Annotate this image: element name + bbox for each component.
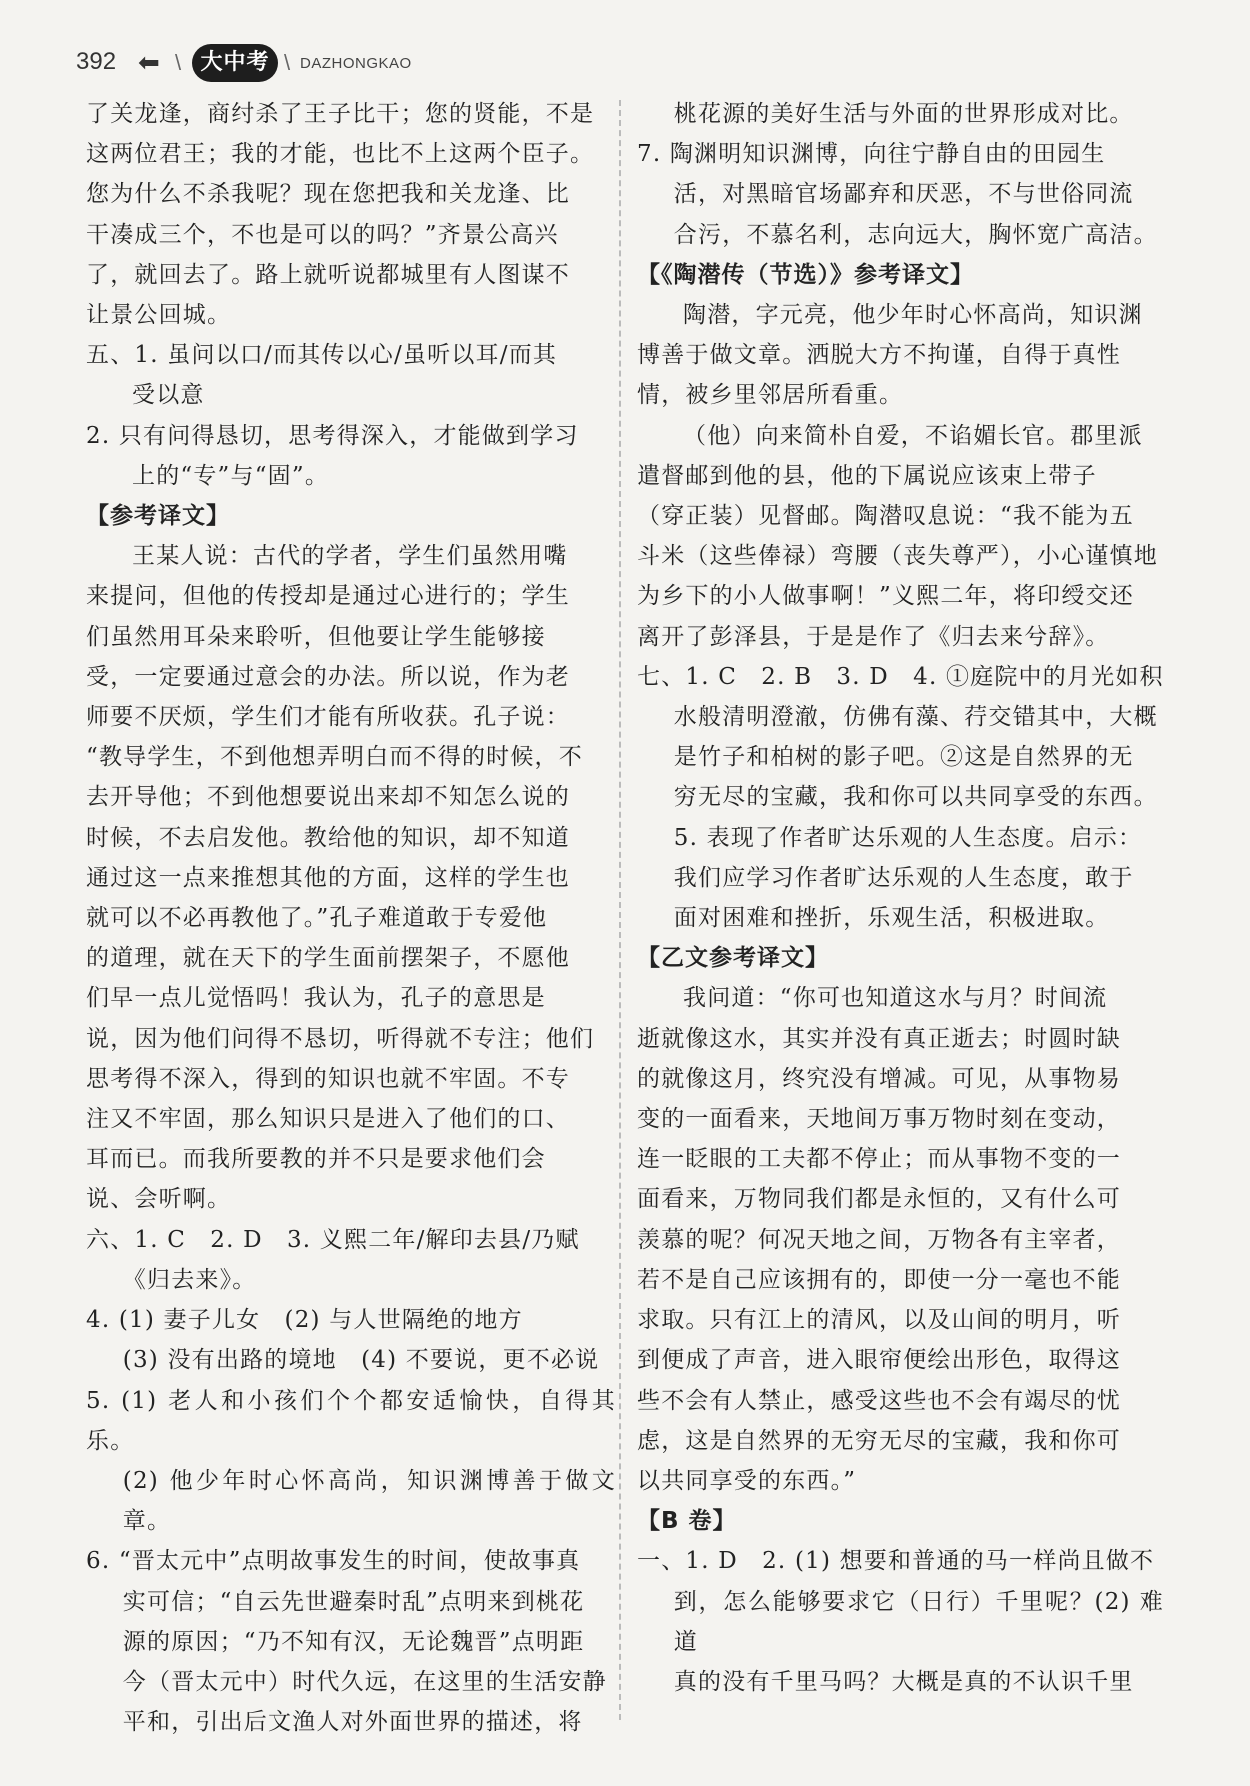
answer-line: 穷无尽的宝藏，我和你可以共同享受的东西。: [673, 784, 1158, 811]
answer-line: (2) 他少年时心怀高尚，知识渊博善于做文章。: [122, 1467, 616, 1535]
answer-line: 到，怎么能够要求它（日行）千里呢？(2) 难道: [673, 1588, 1164, 1655]
answer-line: 5. (1) 老人和小孩们个个都安适愉快，自得其乐。: [86, 1387, 616, 1454]
answer-line: 6. “晋太元中”点明故事发生的时间，使故事真: [86, 1548, 581, 1575]
answer-line: 水般清明澄澈，仿佛有藻、荇交错其中，大概: [673, 704, 1158, 731]
text-line: 说、会听啊。: [86, 1186, 232, 1213]
text-line: 的就像这月，终究没有增减。可见，从事物易: [637, 1065, 1121, 1092]
answer-line: 桃花源的美好生活与外面的世界形成对比。: [673, 101, 1134, 127]
text-line: 去开导他；不到他想要说出来却不知怎么说的: [86, 784, 570, 811]
text-line: 了，就回去了。路上就听说都城里有人图谋不: [86, 261, 570, 288]
page-header: [72, 44, 672, 88]
text-line: 遣督邮到他的县，他的下属说应该束上带子: [637, 462, 1097, 489]
answer-line: 源的原因；“乃不知有汉，无论魏晋”点明距: [122, 1628, 585, 1655]
column-divider: [619, 100, 621, 1720]
answer-line: (3) 没有出路的境地 (4) 不要说，更不必说: [122, 1347, 600, 1374]
answer-line: 合污，不慕名利，志向远大，胸怀宽广高洁。: [673, 221, 1158, 248]
answer-line: 我们应学习作者旷达乐观的人生态度，敢于: [673, 864, 1134, 891]
answer-line: 六、1. C 2. D 3. 义熙二年/解印去县/乃赋: [86, 1226, 580, 1253]
answer-line: 实可信；“自云先世避秦时乱”点明来到桃花: [122, 1588, 585, 1615]
text-line: （穿正装）见督邮。陶潜叹息说：“我不能为五: [637, 503, 1134, 530]
answer-line: 真的没有千里马吗？大概是真的不认识千里: [673, 1668, 1134, 1695]
text-line: 到便成了声音，进入眼帘便绘出形色，取得这: [637, 1347, 1121, 1374]
answer-line: 7. 陶渊明知识渊博，向往宁静自由的田园生: [637, 141, 1106, 168]
answer-line: 活，对黑暗官场鄙弃和厌恶，不与世俗同流: [673, 181, 1134, 208]
answer-line: 4. (1) 妻子儿女 (2) 与人世隔绝的地方: [86, 1307, 523, 1334]
text-line: 时候，不去启发他。教给他的知识，却不知道: [86, 824, 570, 851]
answer-line: 2. 只有问得恳切，思考得深入，才能做到学习: [86, 422, 579, 449]
answer-line: 五、1. 虽问以口/而其传以心/虽听以耳/而其: [86, 342, 558, 369]
left-column: [86, 94, 616, 1742]
text-line: 的道理，就在天下的学生面前摆架子，不愿他: [86, 945, 570, 972]
answer-line: 是竹子和柏树的影子吧。②这是自然界的无: [673, 744, 1134, 771]
section-heading: 【乙文参考译文】: [637, 945, 829, 972]
text-line: 受，一定要通过意会的办法。所以说，作为老: [86, 663, 570, 690]
text-line: 通过这一点来推想其他的方面，这样的学生也: [86, 864, 570, 891]
text-line: （他）向来简朴自爱，不谄媚长官。郡里派: [683, 422, 1143, 449]
arrow-left-icon: ⬅: [138, 48, 160, 78]
text-line: 这两位君王；我的才能，也比不上这两个臣子。: [86, 141, 595, 168]
text-line: 博善于做文章。洒脱大方不拘谨，自得于真性: [637, 342, 1121, 369]
text-line: 了关龙逢，商纣杀了王子比干；您的贤能，不是: [86, 101, 595, 127]
text-line: 虑，这是自然界的无穷无尽的宝藏，我和你可: [637, 1427, 1121, 1454]
text-line: 离开了彭泽县，于是是作了《归去来兮辞》。: [637, 623, 1110, 650]
text-line: 些不会有人禁止，感受这些也不会有竭尽的忧: [637, 1387, 1121, 1414]
answer-line: 《归去来》。: [122, 1266, 257, 1293]
answer-line: 面对困难和挫折，乐观生活，积极进取。: [673, 905, 1110, 932]
text-line: 注又不牢固，那么知识只是进入了他们的口、: [86, 1106, 570, 1133]
brand-name: DAZHONGKAO: [300, 55, 412, 72]
page-number: 392: [76, 48, 117, 75]
answer-line: 今（晋太元中）时代久远，在这里的生活安静: [122, 1668, 607, 1695]
answer-line: 七、1. C 2. B 3. D 4. ①庭院中的月光如积: [637, 663, 1164, 690]
text-line: 师要不厌烦，学生们才能有所收获。孔子说：: [86, 704, 570, 731]
text-line: 王某人说：古代的学者，学生们虽然用嘴: [132, 543, 568, 570]
slash-divider: \: [175, 50, 182, 75]
text-line: 羡慕的呢？何况天地之间，万物各有主宰者，: [637, 1226, 1121, 1253]
text-line: 陶潜，字元亮，他少年时心怀高尚，知识渊: [683, 302, 1143, 329]
text-line: 连一眨眼的工夫都不停止；而从事物不变的一: [637, 1146, 1121, 1173]
text-line: 来提问，但他的传授却是通过心进行的；学生: [86, 583, 570, 610]
text-line: 面看来，万物同我们都是永恒的，又有什么可: [637, 1186, 1121, 1213]
text-line: 您为什么不杀我呢？现在您把我和关龙逢、比: [86, 181, 570, 208]
text-line: 耳而已。而我所要教的并不只是要求他们会: [86, 1146, 546, 1173]
text-line: “教导学生，不到他想弄明白而不得的时候，不: [86, 744, 583, 771]
answer-line: 受以意: [132, 382, 205, 409]
section-heading: 【参考译文】: [86, 503, 230, 530]
answer-line: 上的“专”与“固”。: [132, 462, 330, 489]
text-line: 们早一点儿觉悟吗！我认为，孔子的意思是: [86, 985, 546, 1012]
text-line: 让景公回城。: [86, 302, 232, 329]
answer-line: 平和，引出后文渔人对外面世界的描述，将: [122, 1709, 583, 1736]
text-line: 为乡下的小人做事啊！”义熙二年，将印绶交还: [637, 583, 1134, 610]
right-column: [637, 94, 1164, 1702]
text-line: 说，因为他们问得不恳切，听得就不专注；他们: [86, 1025, 595, 1052]
text-line: 以共同享受的东西。”: [637, 1467, 857, 1494]
section-heading: 【B 卷】: [637, 1508, 737, 1535]
answer-line: 一、1. D 2. (1) 想要和普通的马一样尚且做不: [637, 1548, 1155, 1575]
text-line: 情，被乡里邻居所看重。: [637, 382, 904, 409]
text-line: 干凑成三个，不也是可以的吗？”齐景公高兴: [86, 221, 559, 248]
text-line: 求取。只有江上的清风，以及山间的明月，听: [637, 1307, 1121, 1334]
text-line: 若不是自己应该拥有的，即使一分一毫也不能: [637, 1266, 1121, 1293]
section-heading: 【《陶潜传（节选）》参考译文】: [637, 261, 974, 288]
answer-line: 5. 表现了作者旷达乐观的人生态度。启示：: [673, 824, 1143, 851]
text-line: 斗米（这些俸禄）弯腰（丧失尊严），小心谨慎地: [637, 543, 1158, 570]
text-line: 思考得不深入，得到的知识也就不牢固。不专: [86, 1065, 570, 1092]
text-line: 就可以不必再教他了。”孔子难道敢于专爱他: [86, 905, 548, 932]
text-line: 逝就像这水，其实并没有真正逝去；时圆时缺: [637, 1025, 1121, 1052]
text-line: 变的一面看来，天地间万事万物时刻在变动，: [637, 1106, 1121, 1133]
brand-logo: 大中考: [192, 44, 278, 82]
text-line: 们虽然用耳朵来聆听，但他要让学生能够接: [86, 623, 546, 650]
text-line: 我问道：“你可也知道这水与月？时间流: [683, 985, 1108, 1012]
slash-divider: \: [284, 50, 291, 75]
